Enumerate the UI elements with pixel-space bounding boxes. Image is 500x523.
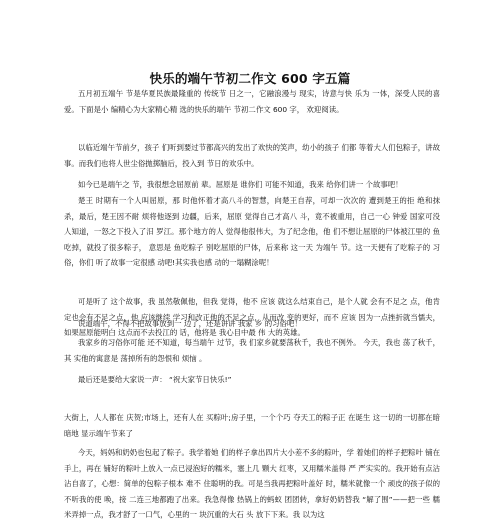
body-paragraph-1: 以临近端午节前夕，孩子 们听到要过节都高兴的发出了欢快的笑声，幼小的孩子 们都 等着大人们包粽子，讲故事。而我们也将人世尘俗抛掷脑后，投入到 节日的欢乐中。 [64,143,440,168]
intro-paragraph: 五月初五端午 节是华夏民族最隆重的 传统节 日之一，它融浪漫与 现实，诗意与快 乐为 一体，深受人民的喜 爱。下面是小 编精心为大家精心精 选的快乐的端午 节初二作文 600 字， 欢迎阅读。 [64,89,440,114]
body-paragraph-9: 今天，妈妈和奶奶也包起了粽子。我学着她 们的样子拿出四片大小差不多的粽叶，学 着她们的样子把粽叶 铺在手上，再在 铺好的粽叶上放入一点已浸泡好的糯米，塞上几 颗大 红枣，又用糯米盖得 严 严实实的。我开始有点沾沾自喜了，心想：简单的包粽子根本 难不 住聪明的我。可是当我再把粽叶盖好 时，糯米就像一个 顽皮的孩子似的不听我的使 唤，接 二连三地都跑了出来。我急得像 热锅上的蚂蚁 团团转，拿好奶奶替我 “解了围”——把一些 糯米弄掉一点，我才舒了一口气，心里的一 块沉重的大石 头 放下下来。我 以为这 [64,448,440,520]
page-title: 快乐的端午节初二作文 600 字五篇 [149,71,351,86]
body-paragraph-7: 最后还是要给大家说一声： “祝大家节日快乐!” [78,375,232,384]
body-paragraph-4: 可是听了 这个故事，我 虽然敬佩他，但我 觉得，他不 应该 就这么结束自己，是个人就 会有不足之 点，他肯定也会有不足之点，他 应该继续 学习和改正他的不足之点，从而改 变的更好，而不 应该 因为一点挫折就当懦夫，如果屈原能明白 这点而不去投江的 话，他将是 我心目中最 伟 大的英雄。 [64,297,440,338]
body-paragraph-5: 说道端午，不得不把故事放到一 边了，还是讲讲 我家 乡 的习俗吧！ [78,319,302,328]
body-paragraph-2: 如今已是端午之 节，我很想念屈原前 辈。屈原是 谁你们 可能不知道，我来 给你们讲一 个故事吧！ [78,180,403,189]
body-paragraph-6: 我家乡的习俗你可能 还不知道，每当端午 过节，我 们家乡就要荡秋千，我也不例外。 今天，我也 荡了秋千，其 实他的寓意是 荡掉所有的怨恨和 烦恼 。 [64,338,440,363]
body-paragraph-8: 大街上，人人都在 庆贺;市场上，还有人在 买粽叶;房子里，一个个巧 夺天工的粽子正 在诞生 这一切的一切都在暗暗地 显示端午节来了 [64,413,440,438]
body-paragraph-3: 楚王 时期有一个人叫屈原，那 时他怀着才高八斗的智慧，向楚王自荐，可却一次次的 遭到楚王的拒 绝和抹 杀，最后，楚王因不耐 烦将他逐到 边疆，后来，屈原 觉得自己才高八 斗，竟不被重用，自己一心 钟爱 国家可没人知道，一怒之下投入了汨 罗江。那个地方的人 觉得他很伟大，为了纪念他，他 们不想让屈原的尸体被江里的 鱼吃掉，就投了很多粽子， 意思是 鱼吃粽子 别吃屈原的尸体，后来称 这一天 为端午 节。这一天便有了吃粽子的 习俗，你们 听了故事一定很感 动吧!其实我也感 动的一塌糊涂呢！ [64,196,440,268]
